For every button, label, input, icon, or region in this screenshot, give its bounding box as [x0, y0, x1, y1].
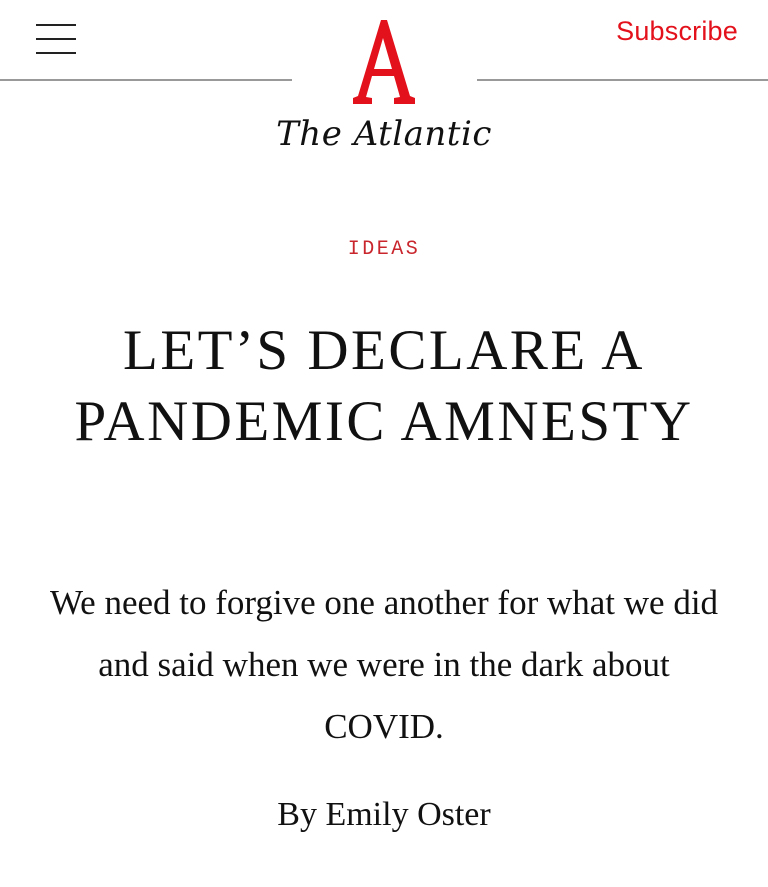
- site-header: [0, 0, 768, 175]
- section-label[interactable]: IDEAS: [347, 238, 421, 261]
- subscribe-button[interactable]: Subscribe: [616, 16, 738, 46]
- header-divider-right: [477, 79, 768, 81]
- hamburger-menu-icon[interactable]: [36, 21, 76, 57]
- header-divider-left: [0, 79, 292, 81]
- atlantic-logo-icon[interactable]: [352, 18, 416, 106]
- byline: By Emily Oster: [277, 796, 491, 833]
- menu-bar: [36, 24, 76, 26]
- menu-bar: [36, 52, 76, 54]
- article-headline: LET’S DECLARE A PANDEMIC AMNESTY: [74, 319, 694, 453]
- wordmark[interactable]: The Atlantic: [276, 114, 492, 154]
- menu-bar: [36, 38, 76, 40]
- article-dek: We need to forgive one another for what we did and said when we were in the dark about COVID.: [49, 583, 719, 746]
